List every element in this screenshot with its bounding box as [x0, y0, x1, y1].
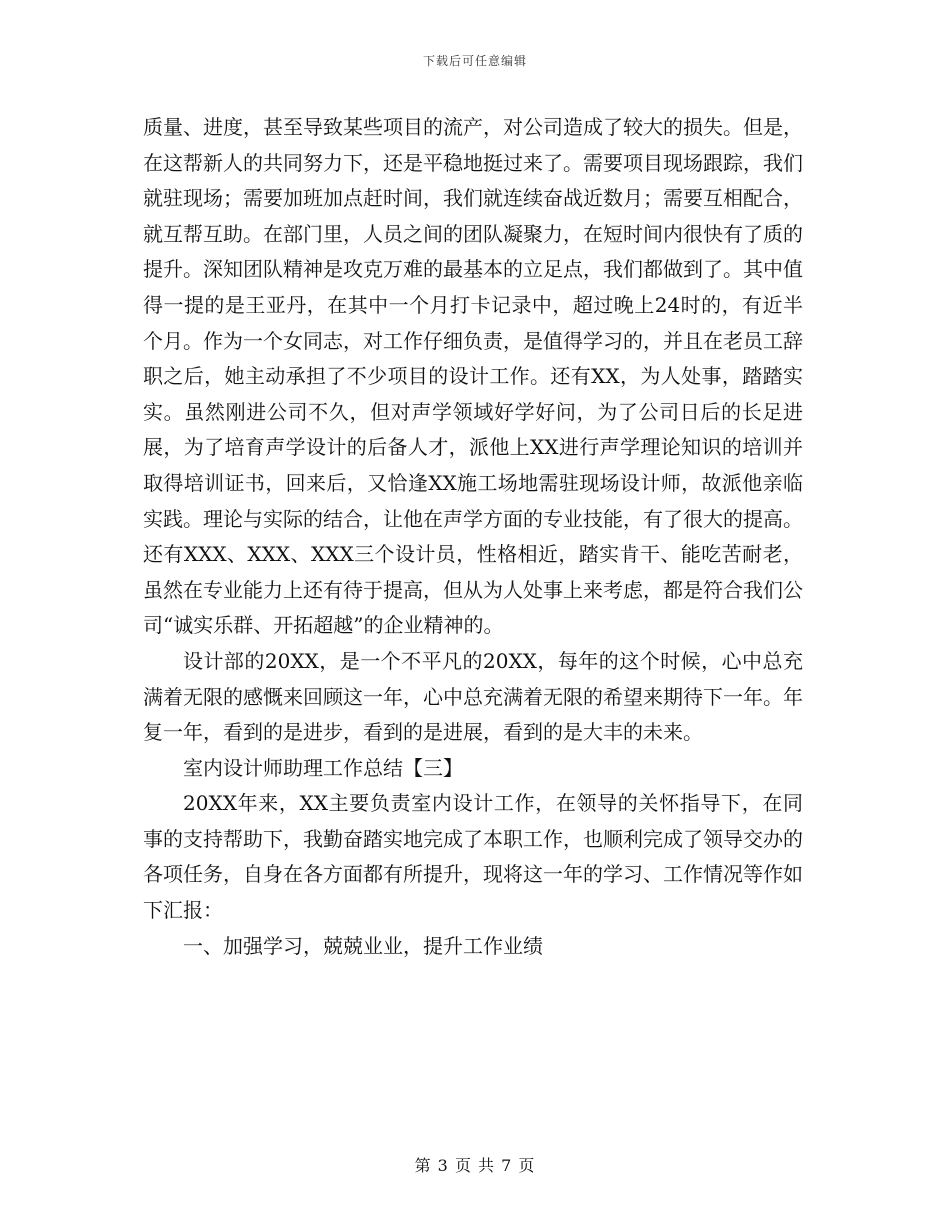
body-paragraph: 质量、进度，甚至导致某些项目的流产，对公司造成了较大的损失。但是，在这帮新人的共同努力下，还是平稳地挺过来了。需要项目现场跟踪，我们就驻现场；需要加班加点赶时间，我们就连续奋战近数月；需要互相配合，就互帮互助。在部门里，人员之间的团队凝聚力，在短时间内很快有了质的提升。深知团队精神是攻克万难的最基本的立足点，我们都做到了。其中值得一提的是王亚丹，在其中一个月打卡记录中，超过晚上24时的，有近半个月。作为一个女同志，对工作仔细负责，是值得学习的，并且在老员工辞职之后，她主动承担了不少项目的设计工作。还有XX，为人处事，踏踏实实。虽然刚进公司不久，但对声学领域好学好问，为了公司日后的长足进展，为了培育声学设计的后备人才，派他上XX进行声学理论知识的培训并取得培训证书，回来后，又恰逢XX施工场地需驻现场设计师，故派他亲临实践。理论与实际的结合，让他在声学方面的专业技能，有了很大的提高。还有XXX、XXX、XXX三个设计员，性格相近，踏实肯干、能吃苦耐老，虽然在专业能力上还有待于提高，但从为人处事上来考虑，都是符合我们公司“诚实乐群、开拓超越”的企业精神的。: [143, 115, 803, 638]
page-header: 下载后可任意编辑: [422, 54, 527, 68]
body-paragraph: 设计部的20XX，是一个不平凡的20XX，每年的这个时候，心中总充满着无限的感慨来回顾这一年，心中总充满着无限的希望来期待下一年。年复一年，看到的是进步，看到的是进展，看到的是大丰的未来。: [143, 648, 803, 745]
document-body: [143, 110, 803, 964]
subsection-heading: 一、加强学习，兢兢业业，提升工作业绩: [183, 933, 543, 958]
body-paragraph: 20XX年来，XX主要负责室内设计工作，在领导的关怀指导下，在同事的支持帮助下，我勤奋踏实地完成了本职工作，也顺利完成了领导交办的各项任务，自身在各方面都有所提升，现将这一年的学习、工作情况等作如下汇报：: [143, 791, 803, 923]
section-title: 室内设计师助理工作总结【三】: [183, 755, 463, 780]
page-footer: 第 3 页 共 7 页: [414, 1156, 536, 1175]
